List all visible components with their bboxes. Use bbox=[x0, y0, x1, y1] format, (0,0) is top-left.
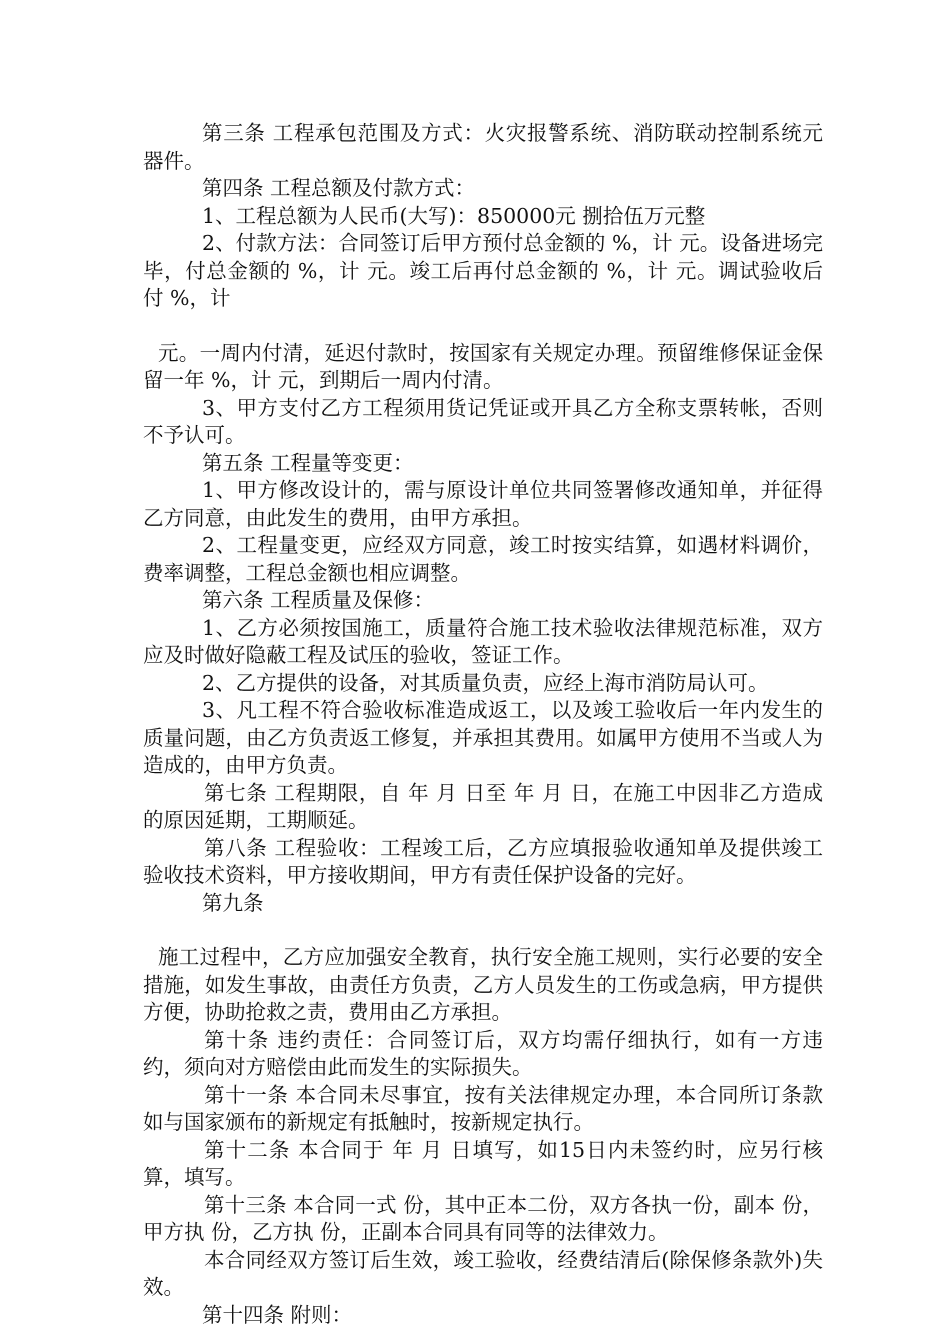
article-3: 第三条 工程承包范围及方式：火灾报警系统、消防联动控制系统元器件。 bbox=[143, 121, 823, 173]
contract-body bbox=[143, 120, 823, 1329]
article-4-item-1: 1、工程总额为人民币(大写)：850000元 捌拾伍万元整 bbox=[202, 203, 706, 228]
article-9-heading: 第九条 bbox=[202, 890, 264, 915]
article-7: 第七条 工程期限，自 年 月 日至 年 月 日，在施工中因非乙方造成的原因延期，工期顺延。 bbox=[143, 780, 823, 832]
article-5-heading: 第五条 工程量等变更： bbox=[202, 450, 414, 475]
article-5-item-2: 2、工程量变更，应经双方同意，竣工时按实结算，如遇材料调价，费率调整，工程总金额也相应调整。 bbox=[143, 533, 823, 585]
article-5-item-1: 1、甲方修改设计的，需与原设计单位共同签署修改通知单，并征得乙方同意，由此发生的费用，由甲方承担。 bbox=[143, 478, 823, 530]
article-6-item-2: 2、乙方提供的设备，对其质量负责，应经上海市消防局认可。 bbox=[202, 670, 769, 695]
article-4-item-2-continued: 元。一周内付清，延迟付款时，按国家有关规定办理。预留维修保证金保留一年 %，计 元，到期后一周内付清。 bbox=[143, 340, 823, 392]
blank-line bbox=[143, 313, 823, 340]
article-4-item-2: 2、付款方法：合同签订后甲方预付总金额的 %，计 元。设备进场完毕，付总金额的 %，计 元。竣工后再付总金额的 %，计 元。调试验收后付 %，计 bbox=[143, 231, 823, 310]
article-6-item-3: 3、凡工程不符合验收标准造成返工，以及竣工验收后一年内发生的质量问题，由乙方负责返工修复，并承担其费用。如属甲方使用不当或人为造成的，由甲方负责。 bbox=[143, 698, 823, 777]
article-11: 第十一条 本合同未尽事宜，按有关法律规定办理，本合同所订条款如与国家颁布的新规定有抵触时，按新规定执行。 bbox=[143, 1082, 823, 1134]
article-9-body: 施工过程中，乙方应加强安全教育，执行安全施工规则，实行必要的安全措施，如发生事故，由责任方负责，乙方人员发生的工伤或急病，甲方提供方便，协助抢救之责，费用由乙方承担。 bbox=[143, 945, 823, 1024]
article-4-item-3: 3、甲方支付乙方工程须用货记凭证或开具乙方全称支票转帐，否则不予认可。 bbox=[143, 395, 823, 447]
article-6-heading: 第六条 工程质量及保修： bbox=[202, 588, 435, 612]
article-14: 第十四条 附则： bbox=[202, 1302, 353, 1327]
article-8: 第八条 工程验收：工程竣工后，乙方应填报验收通知单及提供竣工验收技术资料，甲方接收期间，甲方有责任保护设备的完好。 bbox=[143, 835, 823, 887]
article-6-item-1: 1、乙方必须按国施工，质量符合施工技术验收法律规范标准，双方应及时做好隐蔽工程及试压的验收，签证工作。 bbox=[143, 615, 823, 667]
article-12: 第十二条 本合同于 年 月 日填写，如15日内未签约时，应另行核算，填写。 bbox=[143, 1137, 823, 1189]
blank-line bbox=[143, 917, 823, 944]
article-4-heading: 第四条 工程总额及付款方式： bbox=[202, 176, 476, 200]
article-13: 第十三条 本合同一式 份，其中正本二份，双方各执一份，副本 份，甲方执 份，乙方执 份，正副本合同具有同等的法律效力。 bbox=[143, 1192, 823, 1244]
effectiveness-clause: 本合同经双方签订后生效，竣工验收，经费结清后(除保修条款外)失效。 bbox=[143, 1247, 823, 1299]
article-10: 第十条 违约责任：合同签订后，双方均需仔细执行，如有一方违约，须向对方赔偿由此而发生的实际损失。 bbox=[143, 1027, 823, 1079]
